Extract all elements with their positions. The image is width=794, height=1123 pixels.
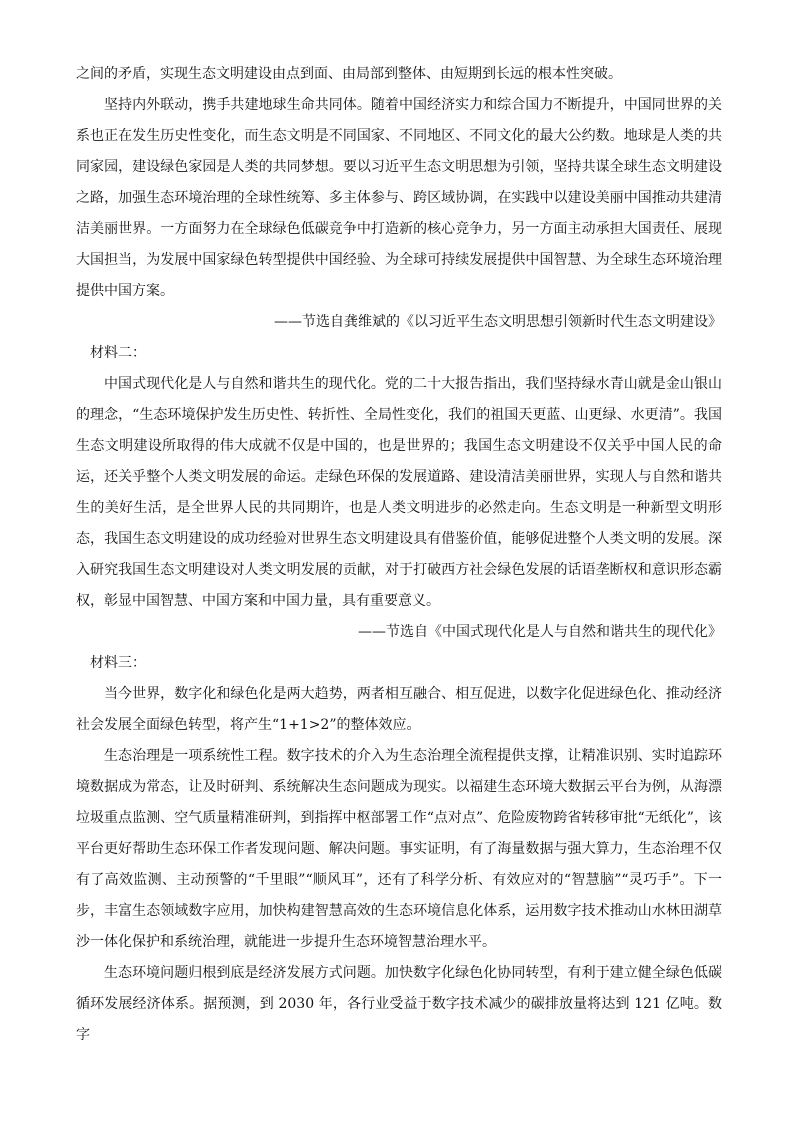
document-body: [76, 59, 722, 1051]
source-citation-1: ——节选自龚维斌的《以习近平生态文明思想引领新时代生态文明建设》: [274, 314, 722, 330]
material-2-paragraph: 中国式现代化是人与自然和谐共生的现代化。党的二十大报告指出，我们坚持绿水青山就是金山银山的理念，“生态环境保护发生历史性、转折性、全局性变化，我们的祖国天更蓝、山更绿、水更清”。我国生态文明建设所取得的伟大成就不仅是中国的，也是世界的；我国生态文明建设不仅关乎中国人民的命运，还关乎整个人类文明发展的命运。走绿色环保的发展道路、建设清洁美丽世界，实现人与自然和谐共生的美好生活，是全世界人民的共同期许，也是人类文明进步的必然走向。生态文明是一种新型文明形态，我国生态文明建设的成功经验对世界生态文明建设具有借鉴价值，能够促进整个人类文明的发展。深入研究我国生态文明建设对人类文明发展的贡献，对于打破西方社会绿色发展的话语垄断权和意识形态霸权，彰显中国智慧、中国方案和中国力量，具有重要意义。: [76, 376, 722, 609]
material-2-heading: 材料二：: [90, 345, 146, 361]
material-3-paragraph-3: 生态环境问题归根到底是经济发展方式问题。加快数字化绿色化协同转型，有利于建立健全绿色低碳循环发展经济体系。据预测，到 2030 年，各行业受益于数字技术减少的碳排放量将达到 121 亿吨。数字: [76, 965, 722, 1043]
material-3-paragraph-2: 生态治理是一项系统性工程。数字技术的介入为生态治理全流程提供支撑，让精准识别、实时追踪环境数据成为常态，让及时研判、系统解决生态问题成为现实。以福建生态环境大数据云平台为例，从海漂垃圾重点监测、空气质量精准研判，到指挥中枢部署工作“点对点”、危险废物跨省转移审批“无纸化”，该平台更好帮助生态环保工作者发现问题、解决问题。事实证明，有了海量数据与强大算力，生态治理不仅有了高效监测、主动预警的“千里眼”“顺风耳”，还有了科学分析、有效应对的“智慧脑”“灵巧手”。下一步，丰富生态领域数字应用，加快构建智慧高效的生态环境信息化体系，运用数字技术推动山水林田湖草沙一体化保护和系统治理，就能进一步提升生态环境智慧治理水平。: [76, 748, 722, 950]
material-3-paragraph-1: 当今世界，数字化和绿色化是两大趋势，两者相互融合、相互促进，以数字化促进绿色化、推动经济社会发展全面绿色转型，将产生“1+1>2”的整体效应。: [76, 686, 722, 733]
material-3-heading: 材料三：: [90, 655, 146, 671]
paragraph-continuation: 之间的矛盾，实现生态文明建设由点到面、由局部到整体、由短期到长远的根本性突破。: [76, 66, 622, 82]
source-citation-2: ——节选自《中国式现代化是人与自然和谐共生的现代化》: [358, 624, 722, 640]
paragraph-global-cooperation: 坚持内外联动，携手共建地球生命共同体。随着中国经济实力和综合国力不断提升，中国同世界的关系也正在发生历史性变化，而生态文明是不同国家、不同地区、不同文化的最大公约数。地球是人类的共同家园，建设绿色家园是人类的共同梦想。要以习近平生态文明思想为引领，坚持共谋全球生态文明建设之路，加强生态环境治理的全球性统筹、多主体参与、跨区域协调，在实践中以建设美丽中国推动共建清洁美丽世界。一方面努力在全球绿色低碳竞争中打造新的核心竞争力，另一方面主动承担大国责任、展现大国担当，为发展中国家绿色转型提供中国经验、为全球可持续发展提供中国智慧、为全球生态环境治理提供中国方案。: [76, 97, 722, 299]
